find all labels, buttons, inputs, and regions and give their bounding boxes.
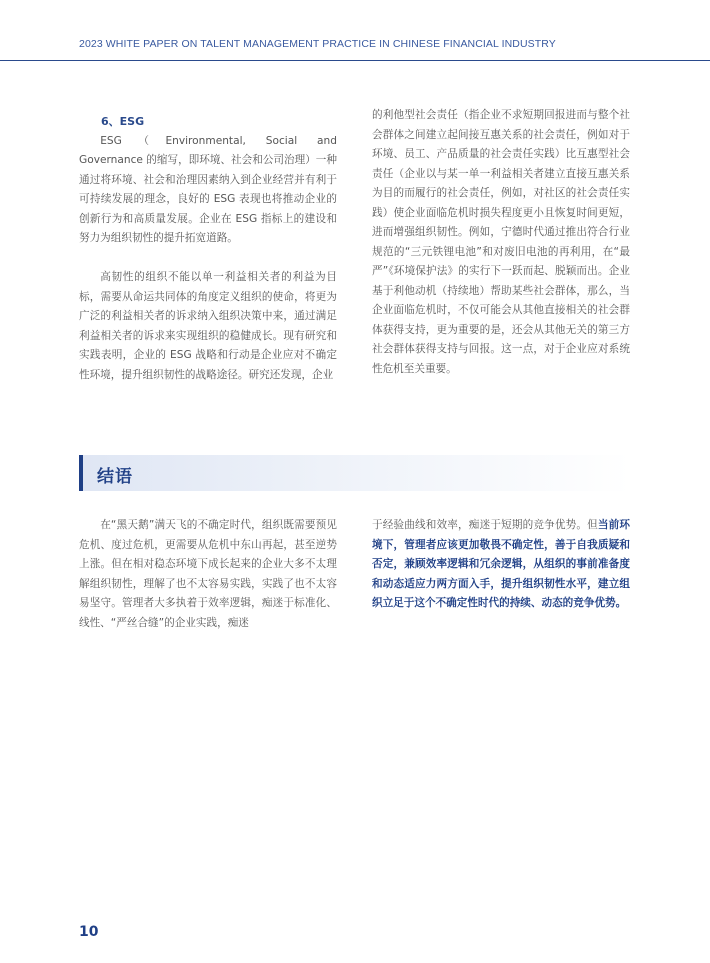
section-6-heading: 6、ESG [101, 115, 145, 128]
header-title: 2023 WHITE PAPER ON TALENT MANAGEMENT PRACTICE IN CHINESE FINANCIAL INDUSTRY [79, 38, 556, 50]
section-title-band [79, 455, 631, 491]
conclusion-emphasis-text: 当前环境下，管理者应该更加敬畏不确定性，善于自我质疑和否定，兼顾效率逻辑和冗余逻辑，从组织的事前准备度和动态适应力两方面入手，提升组织韧性水平，建立组织立足于这个不确定性时代的持续、动态的竞争优势。 [372, 519, 631, 609]
section-title-accent-bar [79, 455, 83, 491]
conclusion-paragraph-continued-plain: 于经验曲线和效率，痴迷于短期的竞争优势。但 [372, 519, 598, 531]
page-number: 10 [79, 924, 99, 940]
esg-paragraph-2: 高韧性的组织不能以单一利益相关者的利益为目标，需要从命运共同体的角度定义组织的使命，将更为广泛的利益相关者的诉求纳入组织决策中来，通过满足利益相关者的诉求来实现组织的稳健成长。现有研究和实践表明，企业的 ESG 战略和行动是企业应对不确定性环境，提升组织韧性的战略途径。研究还发现，企业 [79, 271, 337, 381]
section-6-left-column [79, 112, 337, 385]
conclusion-paragraph: 在“黑天鹅”满天飞的不确定时代，组织既需要预见危机、度过危机，更需要从危机中东山再起，甚至逆势上涨。但在相对稳态环境下成长起来的企业大多不太理解组织韧性，理解了也不太容易实践，实践了也不太容易坚守。管理者大多执着于效率逻辑，痴迷于标准化、线性、“严丝合缝”的企业实践，痴迷 [79, 519, 337, 629]
conclusion-paragraph-continued [372, 516, 630, 614]
conclusion-left-column [79, 516, 337, 633]
section-6-right-column [372, 106, 630, 379]
esg-paragraph-1: ESG（Environmental, Social and Governance 的缩写，即环境、社会和公司治理）一种通过将环境、社会和治理因素纳入到企业经营并有利于可持续发展的理念，良好的 ESG 表现也将推动企业的创新行为和高质量发展。企业在 ESG 指标上的建设和努力为组织韧性的提升拓宽道路。 [79, 134, 337, 244]
conclusion-right-column [372, 516, 630, 614]
page-header [0, 0, 710, 61]
conclusion-title: 结语 [97, 467, 133, 487]
esg-paragraph-2-continued: 的利他型社会责任（指企业不求短期回报进而与整个社会群体之间建立起间接互惠关系的社会责任，例如对于环境、员工、产品质量的社会责任实践）比互惠型社会责任（企业以与某一单一利益相关者建立直接互惠关系为目的而履行的社会责任，例如，对社区的社会责任实践）使企业面临危机时损失程度更小且恢复时间更短，进而增强组织韧性。例如，宁德时代通过推出符合行业规范的“三元铁锂电池”和对废旧电池的再利用，在“最严”《环境保护法》的实行下一跃而起、脱颖而出。企业基于利他动机（持续地）帮助某些社会群体，那么，当企业面临危机时，不仅可能会从其他直接相关的社会群体获得支持，更为重要的是，还会从其他无关的第三方社会群体获得支持与回报。这一点，对于企业应对系统性危机至关重要。 [372, 109, 630, 375]
